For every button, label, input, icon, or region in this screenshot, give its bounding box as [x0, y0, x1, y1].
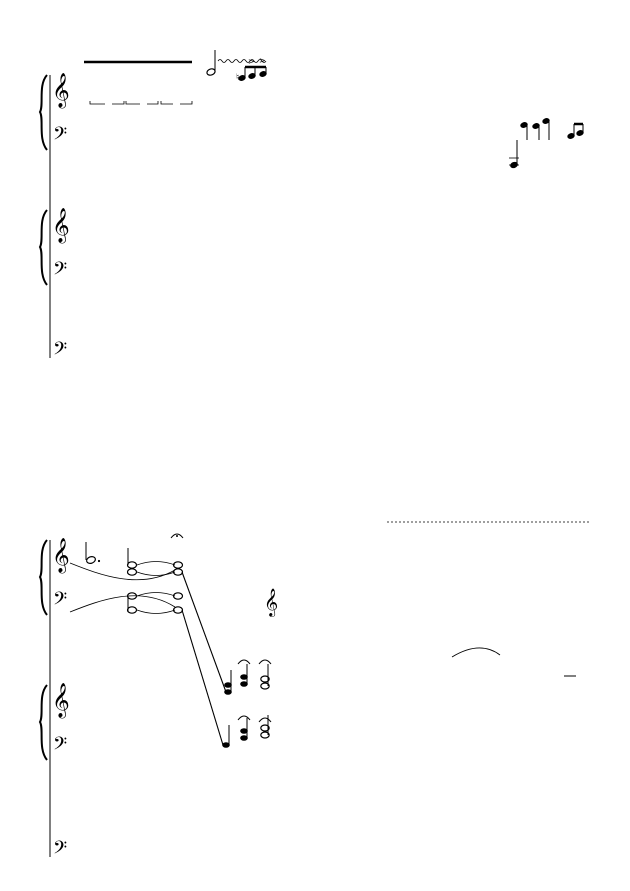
- treble-clef: 𝄞: [52, 73, 70, 108]
- bass-clef: 𝄢: [53, 339, 68, 364]
- measure-61-notes: [509, 117, 585, 169]
- measures-66-68-piano: [452, 648, 576, 676]
- bass-clef: 𝄢: [53, 124, 68, 149]
- svg-text:𝄢: 𝄢: [53, 838, 68, 863]
- svg-text:♮: ♮: [236, 73, 240, 83]
- measure-64-notes: [70, 534, 226, 745]
- svg-text:𝄞: 𝄞: [52, 683, 70, 718]
- measure-58-notes: [84, 62, 192, 104]
- svg-text:𝄞: 𝄞: [52, 538, 70, 573]
- brace-piano-2: [40, 685, 47, 760]
- bass-clef: 𝄢: [53, 259, 68, 284]
- brace-piano-1: [40, 540, 47, 615]
- brace-piano-1: [40, 75, 47, 150]
- measure-63-notes: [128, 548, 176, 614]
- svg-text:>: >: [259, 56, 266, 65]
- measure-65-piano: [222, 660, 271, 748]
- brace-piano-2: [40, 210, 47, 285]
- svg-text:𝄞: 𝄞: [264, 588, 279, 616]
- measure-59-notes: [206, 50, 268, 83]
- svg-text:>: >: [248, 57, 255, 66]
- treble-clef: 𝄞: [52, 208, 70, 243]
- system-1: [40, 50, 585, 364]
- svg-text:𝄢: 𝄢: [53, 589, 68, 614]
- measure-62-notes: [86, 542, 100, 565]
- system-2: [40, 522, 590, 863]
- svg-text:𝄢: 𝄢: [53, 734, 68, 759]
